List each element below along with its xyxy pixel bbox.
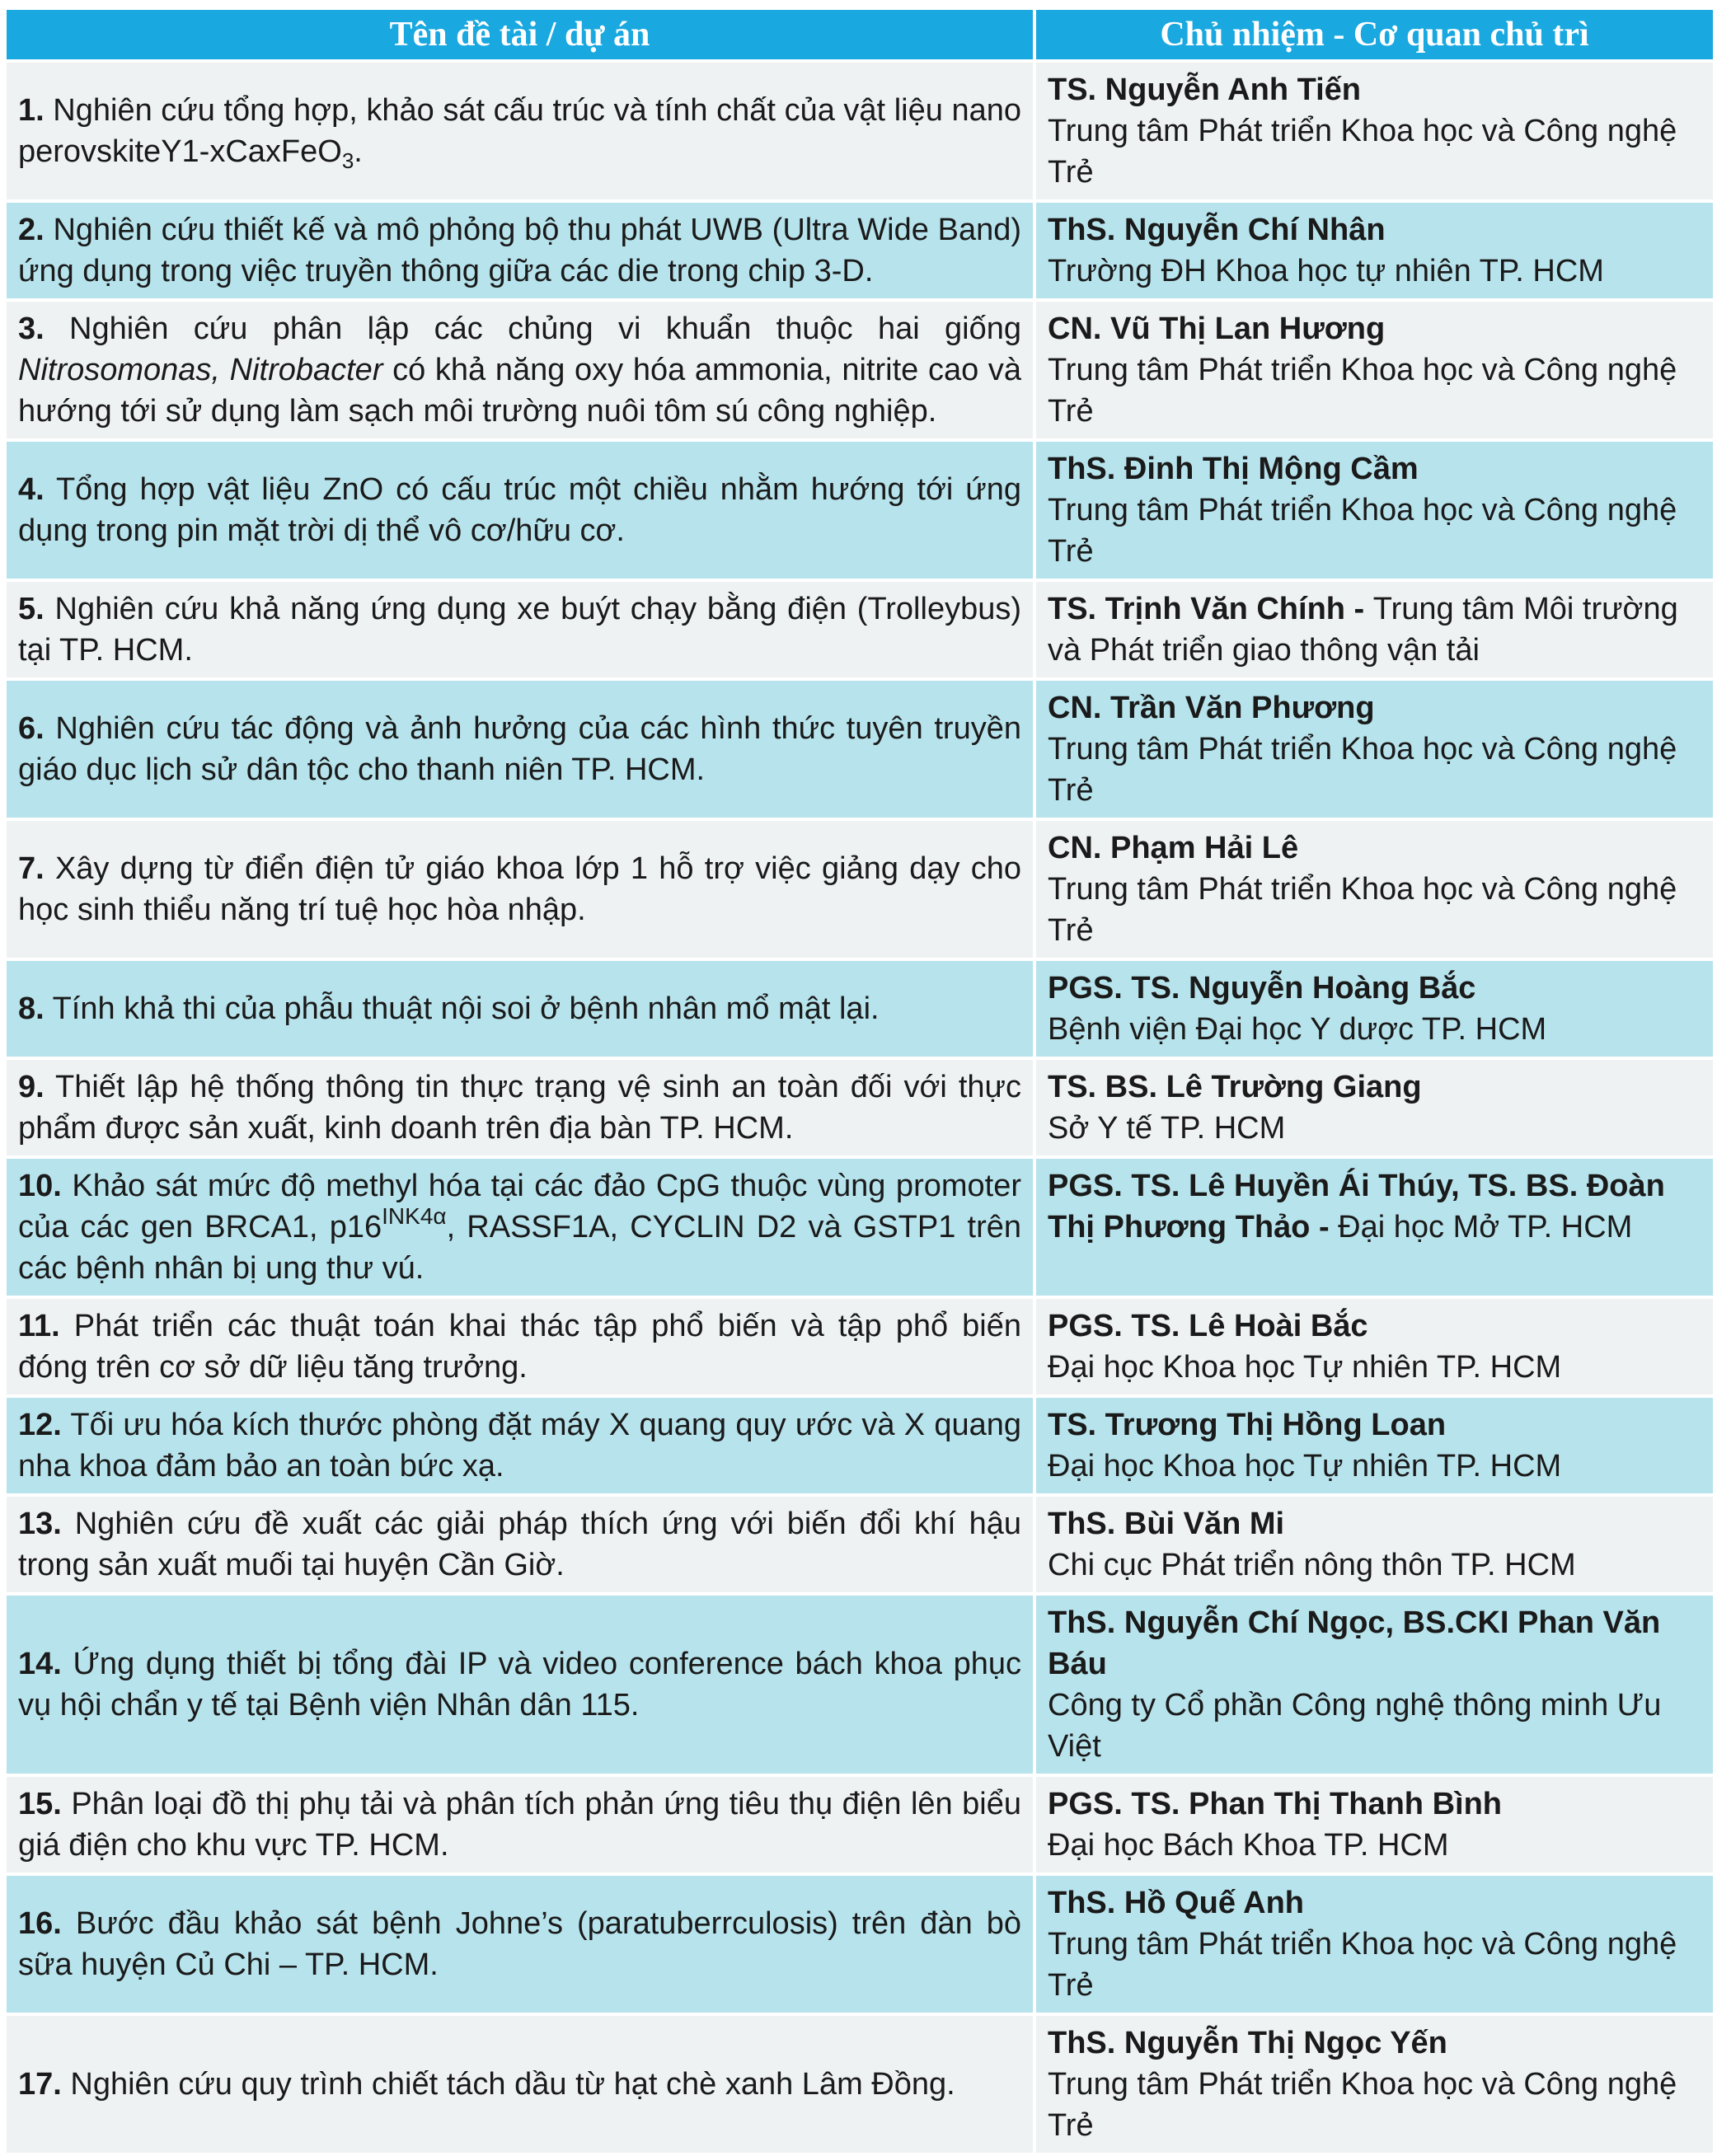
lead-name: CN. Phạm Hải Lê <box>1048 831 1299 865</box>
row-number: 15. <box>18 1787 62 1821</box>
table-row <box>7 1060 1713 1155</box>
lead-name: TS. Nguyễn Anh Tiến <box>1048 73 1362 107</box>
lead-org: Đại học Bách Khoa TP. HCM <box>1048 1828 1449 1863</box>
table-row <box>7 302 1713 438</box>
topic-cell <box>7 1497 1033 1592</box>
table-row <box>7 442 1713 579</box>
lead-name: ThS. Nguyễn Chí Ngọc, BS.CKI Phan Văn Báu <box>1048 1605 1661 1681</box>
topic-text: Xây dựng từ điển điện tử giáo khoa lớp 1 hỗ trợ việc giảng dạy cho học sinh thiểu năng trí tuệ học hòa nhập. <box>18 851 1021 927</box>
lead-separator: - <box>1345 592 1373 626</box>
topic-text: Ứng dụng thiết bị tổng đài IP và video conference bách khoa phục vụ hội chẩn y tế tại Bệnh viện Nhân dân 115. <box>18 1647 1021 1722</box>
row-number: 8. <box>18 991 45 1026</box>
topic-text: Nghiên cứu tác động và ảnh hưởng của các hình thức tuyên truyền giáo dục lịch sử dân tộc cho thanh niên TP. HCM. <box>18 711 1021 787</box>
row-number: 6. <box>18 711 45 746</box>
lead-name: ThS. Bùi Văn Mi <box>1048 1507 1285 1541</box>
lead-org: Trung tâm Phát triển Khoa học và Công nghệ Trẻ <box>1048 1927 1677 2003</box>
topic-cell <box>7 1159 1033 1296</box>
topic-text: Nghiên cứu tổng hợp, khảo sát cấu trúc và tính chất của vật liệu nano perovskiteY1-xCaxFeO <box>18 93 1021 169</box>
topic-cell <box>7 203 1033 298</box>
topic-cell <box>7 1777 1033 1872</box>
table-row <box>7 1777 1713 1872</box>
row-number: 3. <box>18 312 45 346</box>
lead-org: Đại học Khoa học Tự nhiên TP. HCM <box>1048 1449 1562 1483</box>
lead-name: PGS. TS. Lê Hoài Bắc <box>1048 1309 1368 1343</box>
row-number: 11. <box>18 1309 60 1343</box>
topic-cell <box>7 1398 1033 1493</box>
table-row <box>7 1596 1713 1774</box>
lead-org: Đại học Khoa học Tự nhiên TP. HCM <box>1048 1350 1562 1385</box>
table-row <box>7 1497 1713 1592</box>
topic-text: Tính khả thi của phẫu thuật nội soi ở bệnh nhân mổ mật lại. <box>52 991 880 1026</box>
table-row <box>7 2016 1713 2153</box>
lead-cell <box>1036 203 1713 298</box>
topic-text: Tổng hợp vật liệu ZnO có cấu trúc một chiều nhằm hướng tới ứng dụng trong pin mặt trời dị thể vô cơ/hữu cơ. <box>18 472 1021 548</box>
row-number: 7. <box>18 851 45 886</box>
row-number: 9. <box>18 1070 45 1104</box>
topic-text: Bước đầu khảo sát bệnh Johne’s (paratuberrculosis) trên đàn bò sữa huyện Củ Chi – TP. HCM. <box>18 1906 1021 1982</box>
topic-cell <box>7 1596 1033 1774</box>
topic-text-end: , RASSF1A, CYCLIN D2 và GSTP1 trên các bệnh nhân bị ung thư vú. <box>18 1210 1022 1286</box>
topic-text: Nghiên cứu quy trình chiết tách dầu từ hạt chè xanh Lâm Đồng. <box>70 2067 955 2102</box>
lead-org: Trung tâm Phát triển Khoa học và Công nghệ Trẻ <box>1048 732 1677 808</box>
table-row <box>7 1299 1713 1394</box>
header-row <box>7 10 1713 59</box>
lead-org: Trường ĐH Khoa học tự nhiên TP. HCM <box>1048 254 1604 288</box>
topic-text: Nghiên cứu thiết kế và mô phỏng bộ thu phát UWB (Ultra Wide Band) ứng dụng trong việc truyền thông giữa các die trong chip 3-D. <box>18 213 1022 288</box>
lead-name: CN. Trần Văn Phương <box>1048 691 1375 725</box>
lead-cell <box>1036 681 1713 818</box>
topic-text: Phát triển các thuật toán khai thác tập phổ biến và tập phổ biến đóng trên cơ sở dữ liệu tăng trưởng. <box>18 1309 1021 1385</box>
table-row <box>7 1398 1713 1493</box>
lead-org: Trung tâm Phát triển Khoa học và Công nghệ Trẻ <box>1048 493 1677 569</box>
lead-name: PGS. TS. Phan Thị Thanh Bình <box>1048 1787 1502 1821</box>
topic-text: Nghiên cứu đề xuất các giải pháp thích ứng với biến đổi khí hậu trong sản xuất muối tại huyện Cần Giờ. <box>18 1507 1021 1582</box>
table-row <box>7 961 1713 1057</box>
lead-org: Trung tâm Môi trường và Phát triển giao thông vận tải <box>1048 592 1678 668</box>
lead-org: Trung tâm Phát triển Khoa học và Công nghệ Trẻ <box>1048 114 1677 190</box>
topic-text: Thiết lập hệ thống thông tin thực trạng vệ sinh an toàn đối với thực phẩm được sản xuất, kinh doanh trên địa bàn TP. HCM. <box>18 1070 1021 1146</box>
lead-cell <box>1036 582 1713 677</box>
lead-cell <box>1036 1398 1713 1493</box>
row-number: 13. <box>18 1507 62 1541</box>
row-number: 14. <box>18 1647 62 1681</box>
project-table <box>3 7 1716 2156</box>
lead-org: Bệnh viện Đại học Y dược TP. HCM <box>1048 1012 1547 1047</box>
lead-org: Trung tâm Phát triển Khoa học và Công nghệ Trẻ <box>1048 353 1677 429</box>
table-row <box>7 1159 1713 1296</box>
lead-name: PGS. TS. Nguyễn Hoàng Bắc <box>1048 971 1476 1005</box>
lead-org: Trung tâm Phát triển Khoa học và Công nghệ Trẻ <box>1048 2067 1677 2143</box>
project-table-wrapper <box>7 10 1710 2156</box>
topic-cell <box>7 1299 1033 1394</box>
header-topic: Tên đề tài / dự án <box>7 10 1033 59</box>
row-number: 17. <box>18 2067 62 2102</box>
topic-cell <box>7 582 1033 677</box>
topic-superscript: INK4α <box>382 1203 447 1229</box>
lead-cell <box>1036 1299 1713 1394</box>
topic-text: Phân loại đồ thị phụ tải và phân tích phản ứng tiêu thụ điện lên biểu giá điện cho khu vực TP. HCM. <box>18 1787 1021 1863</box>
header-lead: Chủ nhiệm - Cơ quan chủ trì <box>1036 10 1713 59</box>
lead-org: Trung tâm Phát triển Khoa học và Công nghệ Trẻ <box>1048 872 1677 948</box>
topic-text: Nghiên cứu khả năng ứng dụng xe buýt chạy bằng điện (Trolleybus) tại TP. HCM. <box>18 592 1021 668</box>
row-number: 1. <box>18 93 45 128</box>
topic-text-end: có khả năng oxy hóa ammonia, nitrite cao và hướng tới sử dụng làm sạch môi trường nuôi tôm sú công nghiệp. <box>18 353 1021 429</box>
lead-org: Đại học Mở TP. HCM <box>1338 1210 1633 1244</box>
topic-text: Nghiên cứu phân lập các chủng vi khuẩn thuộc hai giống <box>69 312 1021 346</box>
lead-name: ThS. Hồ Quế Anh <box>1048 1886 1305 1920</box>
lead-name: ThS. Đinh Thị Mộng Cầm <box>1048 452 1419 486</box>
lead-org: Chi cục Phát triển nông thôn TP. HCM <box>1048 1548 1576 1582</box>
lead-name: ThS. Nguyễn Chí Nhân <box>1048 213 1386 247</box>
table-row <box>7 582 1713 677</box>
row-number: 10. <box>18 1169 62 1203</box>
lead-cell <box>1036 2016 1713 2153</box>
topic-cell <box>7 1876 1033 2013</box>
row-number: 12. <box>18 1408 62 1442</box>
lead-cell <box>1036 1497 1713 1592</box>
table-row <box>7 63 1713 199</box>
table-row <box>7 821 1713 958</box>
lead-cell <box>1036 1060 1713 1155</box>
lead-org: Sở Y tế TP. HCM <box>1048 1111 1286 1146</box>
table-row <box>7 203 1713 298</box>
row-number: 4. <box>18 472 45 507</box>
lead-cell <box>1036 961 1713 1057</box>
lead-name: ThS. Nguyễn Thị Ngọc Yến <box>1048 2026 1447 2060</box>
lead-cell <box>1036 1159 1713 1296</box>
row-number: 16. <box>18 1906 62 1941</box>
lead-cell <box>1036 1777 1713 1872</box>
lead-cell <box>1036 302 1713 438</box>
lead-cell <box>1036 1596 1713 1774</box>
lead-cell <box>1036 821 1713 958</box>
topic-cell <box>7 821 1033 958</box>
lead-separator: - <box>1310 1210 1339 1244</box>
lead-name: TS. Trịnh Văn Chính <box>1048 592 1345 626</box>
lead-cell <box>1036 442 1713 579</box>
table-row <box>7 681 1713 818</box>
lead-cell <box>1036 63 1713 199</box>
lead-name: CN. Vũ Thị Lan Hương <box>1048 312 1386 346</box>
lead-cell <box>1036 1876 1713 2013</box>
row-number: 2. <box>18 213 45 247</box>
topic-text: Khảo sát mức độ methyl hóa tại các đảo CpG thuộc vùng promoter của các gen BRCA1, p16 <box>18 1169 1021 1244</box>
lead-name: PGS. TS. Lê Huyền Ái Thúy, TS. BS. Đoàn Thị Phương Thảo <box>1048 1169 1665 1244</box>
topic-cell <box>7 2016 1033 2153</box>
topic-cell <box>7 681 1033 818</box>
topic-cell <box>7 961 1033 1057</box>
topic-subscript: 3 <box>341 148 354 173</box>
topic-cell <box>7 442 1033 579</box>
topic-text: Tối ưu hóa kích thước phòng đặt máy X quang quy ước và X quang nha khoa đảm bảo an toàn bức xạ. <box>18 1408 1021 1483</box>
topic-cell <box>7 63 1033 199</box>
lead-name: TS. BS. Lê Trường Giang <box>1048 1070 1422 1104</box>
lead-name: TS. Trương Thị Hồng Loan <box>1048 1408 1447 1442</box>
lead-org: Công ty Cổ phần Công nghệ thông minh Ưu Việt <box>1048 1688 1662 1764</box>
table-row <box>7 1876 1713 2013</box>
topic-italic: Nitrosomonas, Nitrobacter <box>18 353 383 387</box>
topic-cell <box>7 302 1033 438</box>
topic-cell <box>7 1060 1033 1155</box>
topic-text-end: . <box>354 134 363 169</box>
row-number: 5. <box>18 592 45 626</box>
